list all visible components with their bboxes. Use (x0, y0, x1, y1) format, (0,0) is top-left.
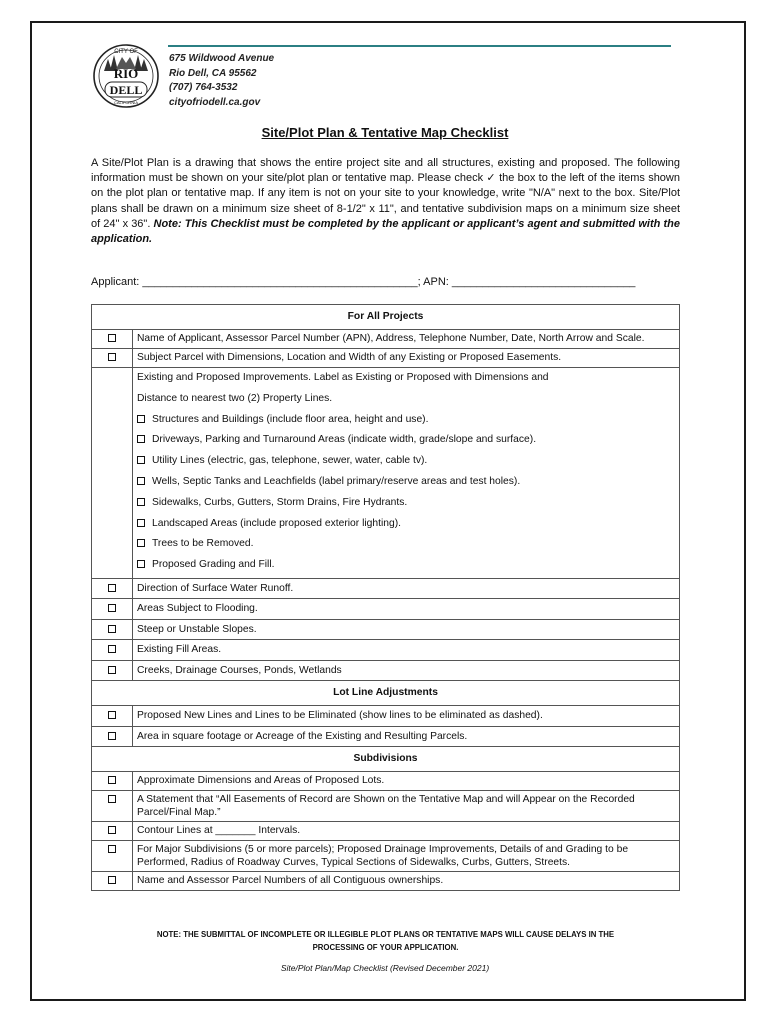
checkbox[interactable] (137, 498, 145, 506)
checklist-item: Area in square footage or Acreage of the Existing and Resulting Parcels. (133, 726, 680, 747)
checkbox[interactable] (137, 477, 145, 485)
seal-bottom-text: CALIFORNIA (113, 100, 139, 105)
note-line-2: PROCESSING OF YOUR APPLICATION. (312, 942, 459, 952)
sub-item: Utility Lines (electric, gas, telephone, sewer, water, cable tv). (152, 455, 428, 467)
checkbox[interactable] (108, 732, 116, 740)
checkbox[interactable] (137, 456, 145, 464)
address-line-1: 675 Wildwood Avenue (169, 53, 275, 64)
intro-text: A Site/Plot Plan is a drawing that shows the entire project site and all structures, existing and proposed. The following information must be shown on your site/plot plan or tentative map. Please check ✓ the box to the left of the items shown on the plot plan or tentative map. If any item is not on your site to your knowledge, write "N/A" next to the box. Site/Plot plans shall be drawn on a minimum size sheet of 8-1/2" x 11", and tentative subdivision maps on a minimum size sheet of 24" x 36". (91, 157, 680, 230)
submittal-note (91, 929, 680, 954)
header-rule (168, 45, 671, 47)
section-heading-subdivisions: Subdivisions (92, 747, 680, 772)
sub-item: Driveways, Parking and Turnaround Areas (indicate width, grade/slope and surface). (152, 434, 537, 446)
sub-item: Wells, Septic Tanks and Leachfields (label primary/reserve areas and test holes). (152, 475, 521, 487)
website: cityofriodell.ca.gov (169, 96, 261, 108)
intro-paragraph (91, 156, 680, 247)
city-address-block (169, 52, 274, 110)
improvements-intro-line-2: Distance to nearest two (2) Property Lines. (137, 392, 333, 404)
checkbox[interactable] (108, 625, 116, 633)
checkbox[interactable] (137, 519, 145, 527)
document-title: Site/Plot Plan & Tentative Map Checklist (261, 125, 509, 140)
seal-name-line1: RIO (113, 66, 139, 81)
checklist-table (91, 304, 680, 891)
sub-item: Structures and Buildings (include floor area, height and use). (152, 413, 429, 425)
checkbox[interactable] (108, 845, 116, 853)
checkbox[interactable] (108, 776, 116, 784)
checkbox[interactable] (137, 560, 145, 568)
checklist-item: Approximate Dimensions and Areas of Proposed Lots. (133, 772, 680, 791)
seal-top-text: CITY OF (114, 49, 138, 55)
checkbox[interactable] (108, 876, 116, 884)
note-line-1: NOTE: THE SUBMITTAL OF INCOMPLETE OR ILLEGIBLE PLOT PLANS OR TENTATIVE MAPS WILL CAUSE DELAYS IN THE (156, 930, 615, 939)
checklist-item: For Major Subdivisions (5 or more parcels); Proposed Drainage Improvements, Details of and Grading to be Performed, Radius of Roadway Curves, Typical Sections of Sidewalks, Curbs, Gutters, Streets. (133, 841, 680, 872)
checklist-item: Name and Assessor Parcel Numbers of all Contiguous ownerships. (133, 872, 680, 891)
empty-box-cell (92, 368, 133, 579)
checklist-item: Creeks, Drainage Courses, Ponds, Wetlands (133, 660, 680, 681)
checklist-item: Subject Parcel with Dimensions, Location and Width of any Existing or Proposed Easements. (133, 349, 680, 368)
seal-name-line2: DELL (109, 83, 143, 97)
checklist-item: Direction of Surface Water Runoff. (133, 578, 680, 599)
checkbox[interactable] (108, 645, 116, 653)
page-footer: Site/Plot Plan/Map Checklist (Revised December 2021) (280, 963, 490, 973)
sub-item: Proposed Grading and Fill. (152, 559, 275, 571)
checklist-item: Proposed New Lines and Lines to be Eliminated (show lines to be eliminated as dashed). (133, 706, 680, 727)
checklist-item: Areas Subject to Flooding. (133, 599, 680, 620)
checklist-item: Existing Fill Areas. (133, 640, 680, 661)
phone-number: (707) 764-3532 (169, 82, 238, 93)
checkbox[interactable] (137, 539, 145, 547)
improvements-intro-line-1: Existing and Proposed Improvements. Label as Existing or Proposed with Dimensions and (137, 372, 549, 383)
checkbox[interactable] (108, 604, 116, 612)
checklist-item: Contour Lines at _______ Intervals. (133, 822, 680, 841)
section-heading-all-projects: For All Projects (92, 305, 680, 330)
checkbox[interactable] (108, 795, 116, 803)
checklist-item: Steep or Unstable Slopes. (133, 619, 680, 640)
intro-emphasis-note: Note: This Checklist must be completed by the applicant or applicant’s agent and submitted with the application. (91, 217, 680, 246)
checklist-item: A Statement that “All Easements of Record are Shown on the Tentative Map and will Appear on the Recorded Parcel/Final Map.” (133, 791, 680, 822)
sub-item: Trees to be Removed. (152, 538, 254, 550)
checkbox[interactable] (108, 666, 116, 674)
address-line-2: Rio Dell, CA 95562 (169, 67, 257, 79)
checklist-item: Name of Applicant, Assessor Parcel Number (APN), Address, Telephone Number, Date, North Arrow and Scale. (133, 330, 680, 349)
section-heading-lot-line: Lot Line Adjustments (92, 681, 680, 706)
checkbox[interactable] (108, 584, 116, 592)
checkbox[interactable] (108, 353, 116, 361)
checkbox[interactable] (137, 435, 145, 443)
sub-item: Sidewalks, Curbs, Gutters, Storm Drains, Fire Hydrants. (152, 496, 408, 508)
applicant-apn-line[interactable]: Applicant: _____________________________________________; APN: ______________________________ (91, 276, 636, 288)
checkbox[interactable] (108, 711, 116, 719)
checkbox[interactable] (137, 415, 145, 423)
checkbox[interactable] (108, 334, 116, 342)
city-seal-logo (92, 43, 160, 109)
sub-item: Landscaped Areas (include proposed exterior lighting). (152, 517, 401, 529)
checkbox[interactable] (108, 826, 116, 834)
